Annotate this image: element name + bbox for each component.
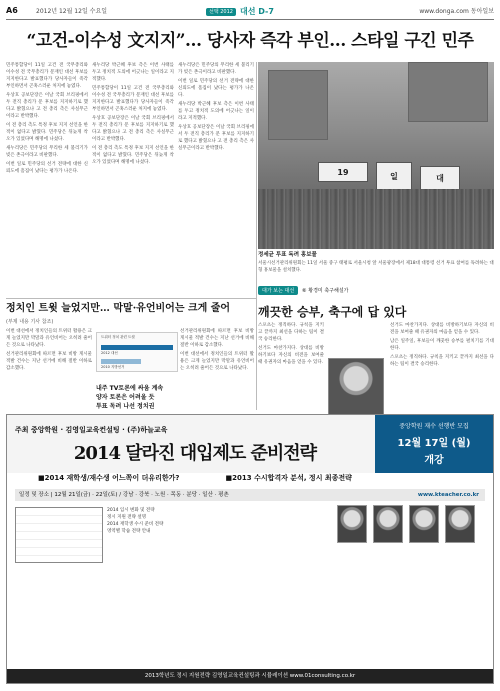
ad-promo[interactable] bbox=[375, 415, 493, 473]
ad-info: 일정 및 장소 | 12월 21일(금) · 22일(토) / 강남 · 강북 · 노원 · 목동 · 분당 · 일산 · 평촌 bbox=[19, 492, 229, 498]
issue-date: 2012년 12월 12일 수요일 bbox=[36, 8, 108, 15]
banner: 대 bbox=[420, 166, 460, 190]
chart-bar-label: 2012 대선 bbox=[101, 351, 118, 355]
speaker-photo bbox=[373, 505, 403, 543]
promo-date: 12월 17일 (월) bbox=[397, 438, 471, 449]
ad-tagline: ■2013 수시합격자 분석, 정시 최종전략 bbox=[225, 474, 352, 482]
paragraph: 스포츠는 정직하다. 규칙을 지키고 끝까지 최선을 다하는 팀이 결국 승리한다. bbox=[390, 355, 494, 367]
paragraph: 남은 일주일, 후보들이 깨끗한 승부를 펼치기를 기대한다. bbox=[390, 339, 494, 351]
ad-website-link[interactable]: www.kteacher.co.kr bbox=[417, 492, 479, 498]
paragraph: 민주통합당이 11일 고건 전 국무총리와 이수성 전 국무총리가 문재인 대선 후보를 지지한다고 발표했다가 당사자들이 즉각 부인하면서 곤혹스러운 처지에 놓였다. bbox=[6, 63, 88, 89]
column-title: 깨끗한 승부, 축구에 답 있다 bbox=[258, 305, 407, 319]
speaker-photo bbox=[409, 505, 439, 543]
chart-bar-label: 2010 지방선거 bbox=[101, 365, 125, 369]
promo-open: 개강 bbox=[424, 455, 444, 466]
ad-table bbox=[15, 507, 103, 563]
ad-title: 2014 달라진 대입제도 준비전략 bbox=[73, 443, 317, 464]
chart-bar bbox=[101, 345, 173, 350]
paragraph: 스포츠는 정직하다. 규칙을 지키고 끝까지 최선을 다하는 팀이 결국 승리한다. bbox=[258, 323, 324, 342]
schedule-item: 영역별 학습 전략 안내 bbox=[107, 529, 151, 534]
building bbox=[408, 62, 488, 122]
opinion-column-header bbox=[258, 286, 494, 320]
divider bbox=[256, 62, 257, 410]
divider bbox=[6, 298, 256, 299]
side-headline: 내주 TV토론에 싸움 계속 bbox=[96, 385, 164, 392]
speaker-photo bbox=[337, 505, 367, 543]
speaker-photo bbox=[445, 505, 475, 543]
sub-byline: (부제 내용 기사 참조) bbox=[6, 319, 54, 325]
publisher: www.donga.com 동아일보 bbox=[419, 8, 494, 15]
paragraph: 이번 대선에서 정치인들의 트위터 활용은 크게 늘었지만 막말과 유언비어는 오히려 줄어든 것으로 나타났다. bbox=[6, 329, 92, 348]
news-photo bbox=[258, 62, 494, 249]
sub-article-text-2 bbox=[180, 328, 254, 412]
paragraph: 새누리당 박근혜 후보 측은 이번 사태를 두고 정치적 도의에 어긋나는 일이라고 지적했다. bbox=[178, 102, 254, 121]
ad-schedule bbox=[107, 507, 327, 563]
paragraph: 우상호 공보단장은 이날 국회 브리핑에서 두 전직 총리가 문 후보를 지지하기로 했다고 밝혔으나 고 전 총리 측은 사실무근이라고 반박했다. bbox=[92, 116, 174, 142]
section-tag: 선택 2012 bbox=[206, 8, 236, 16]
ad-info-bar bbox=[15, 489, 485, 501]
paragraph: 이 전 총리 측도 특정 후보 지지 선언을 한 적이 없다고 밝혔다. 민주당은 뒤늦게 착오가 있었다며 해명에 나섰다. bbox=[6, 123, 88, 142]
banner: 19 bbox=[318, 162, 368, 182]
building bbox=[268, 70, 328, 140]
paragraph: 이 전 총리 측도 특정 후보 지지 선언을 한 적이 없다고 밝혔다. 민주당은 뒤늦게 착오가 있었다며 해명에 나섰다. bbox=[92, 146, 174, 165]
author-portrait bbox=[328, 358, 384, 416]
paragraph: 이번 일로 민주당의 선거 전략에 대한 신뢰도에 흠집이 났다는 평가가 나온다. bbox=[6, 162, 88, 174]
banner: 일 bbox=[376, 162, 412, 190]
main-headline: “고건-이수성 文지지”… 당사자 즉각 부인… 스타일 구긴 민주 bbox=[26, 31, 474, 51]
sub-article-text bbox=[6, 328, 92, 412]
ad-speaker-photos bbox=[337, 505, 487, 565]
schedule-item: 2014 입시 변화 및 전략 bbox=[107, 508, 155, 513]
paragraph: 이번 일로 민주당의 선거 전략에 대한 신뢰도에 흠집이 났다는 평가가 나온다. bbox=[178, 79, 254, 98]
article-column-1 bbox=[6, 62, 88, 296]
paragraph: 선거도 마찬가지다. 상대를 비방하기보다 자신의 비전을 보여줄 때 유권자의 마음을 얻을 수 있다. bbox=[390, 323, 494, 335]
photo-caption bbox=[258, 252, 494, 274]
side-headlines bbox=[96, 384, 176, 411]
column-meta bbox=[258, 286, 494, 295]
column-author: ⑥ 황경미 축구해설가 bbox=[302, 288, 349, 294]
caption-title: 정세균 투표 독려 홍보물 bbox=[258, 252, 317, 258]
paragraph: 새누리당은 민주당의 무리한 세 불리기가 빚은 촌극이라고 비판했다. bbox=[178, 63, 254, 75]
advertisement[interactable] bbox=[6, 414, 494, 684]
side-headline: 투표 독려 나선 정치권 bbox=[96, 403, 155, 410]
page-header bbox=[6, 6, 494, 20]
caption-text: 서울시선거관리위원회는 11일 서울 중구 태평로 서울시청 앞 서울광장에서 제18대 대통령 선거 투표 참여를 독려하는 대형 홍보물을 설치했다. bbox=[258, 261, 494, 273]
article-column-3 bbox=[178, 62, 254, 296]
schedule-item: 정시 지원 전략 설명 bbox=[107, 515, 147, 520]
paragraph: 선거관리위원회에 따르면 후보 비방 게시물 적발 건수는 지난 선거에 비해 절반 이하로 감소했다. bbox=[6, 352, 92, 371]
column-badge: 대가 보는 대선 bbox=[258, 286, 298, 295]
paragraph: 민주통합당이 11일 고건 전 국무총리와 이수성 전 국무총리가 문재인 대선 후보를 지지한다고 발표했다가 당사자들이 즉각 부인하면서 곤혹스러운 처지에 놓였다. bbox=[92, 86, 174, 112]
section-title: 대선 D-7 bbox=[239, 7, 274, 16]
ad-taglines bbox=[15, 473, 375, 483]
ad-footer: 2013학년도 정시 지원전략 김영일교육컨설팅과 시뮬레이션 www.01consulting.co.kr bbox=[7, 669, 493, 683]
ad-brand: 주최 중앙학원 · 김영일교육컨설팅 · (주)하늘교육 bbox=[15, 426, 168, 434]
tweet-chart bbox=[96, 332, 178, 372]
paragraph: 우상호 공보단장은 이날 국회 브리핑에서 두 전직 총리가 문 후보를 지지하기로 했다고 밝혔으나 고 전 총리 측은 사실무근이라고 반박했다. bbox=[178, 125, 254, 151]
column-text-2 bbox=[390, 322, 494, 410]
paragraph: 우상호 공보단장은 이날 국회 브리핑에서 두 전직 총리가 문 후보를 지지하기로 했다고 밝혔으나 고 전 총리 측은 사실무근이라고 반박했다. bbox=[6, 93, 88, 119]
crowd bbox=[258, 189, 494, 249]
promo-line: 중앙학원 재수 선행반 모집 bbox=[399, 423, 469, 430]
paragraph: 선거관리위원회에 따르면 후보 비방 게시물 적발 건수는 지난 선거에 비해 절반 이하로 감소했다. bbox=[180, 329, 254, 348]
schedule-item: 2014 재학생 수시 준비 전략 bbox=[107, 522, 164, 527]
chart-title: 트위터 정치 관련 트윗 bbox=[101, 335, 135, 339]
side-headline: 양자 토론은 어려울 듯 bbox=[96, 394, 155, 401]
paragraph: 이번 대선에서 정치인들의 트위터 활용은 크게 늘었지만 막말과 유언비어는 오히려 줄어든 것으로 나타났다. bbox=[180, 352, 254, 371]
paragraph: 새누리당은 민주당의 무리한 세 불리기가 빚은 촌극이라고 비판했다. bbox=[6, 146, 88, 158]
section-label bbox=[206, 6, 274, 18]
page-number: A6 bbox=[6, 6, 18, 15]
paragraph: 새누리당 박근혜 후보 측은 이번 사태를 두고 정치적 도의에 어긋나는 일이라고 지적했다. bbox=[92, 63, 174, 82]
sub-headline: 정치인 트윗 늘었지만… 막말·유언비어는 크게 줄어 bbox=[6, 303, 231, 314]
article-column-2 bbox=[92, 62, 174, 296]
chart-bar bbox=[101, 359, 141, 364]
ad-tagline: ■2014 재학생/재수생 어느쪽이 더유리한가? bbox=[38, 474, 180, 482]
paragraph: 선거도 마찬가지다. 상대를 비방하기보다 자신의 비전을 보여줄 때 유권자의 마음을 얻을 수 있다. bbox=[258, 346, 324, 365]
column-text-1 bbox=[258, 322, 324, 410]
